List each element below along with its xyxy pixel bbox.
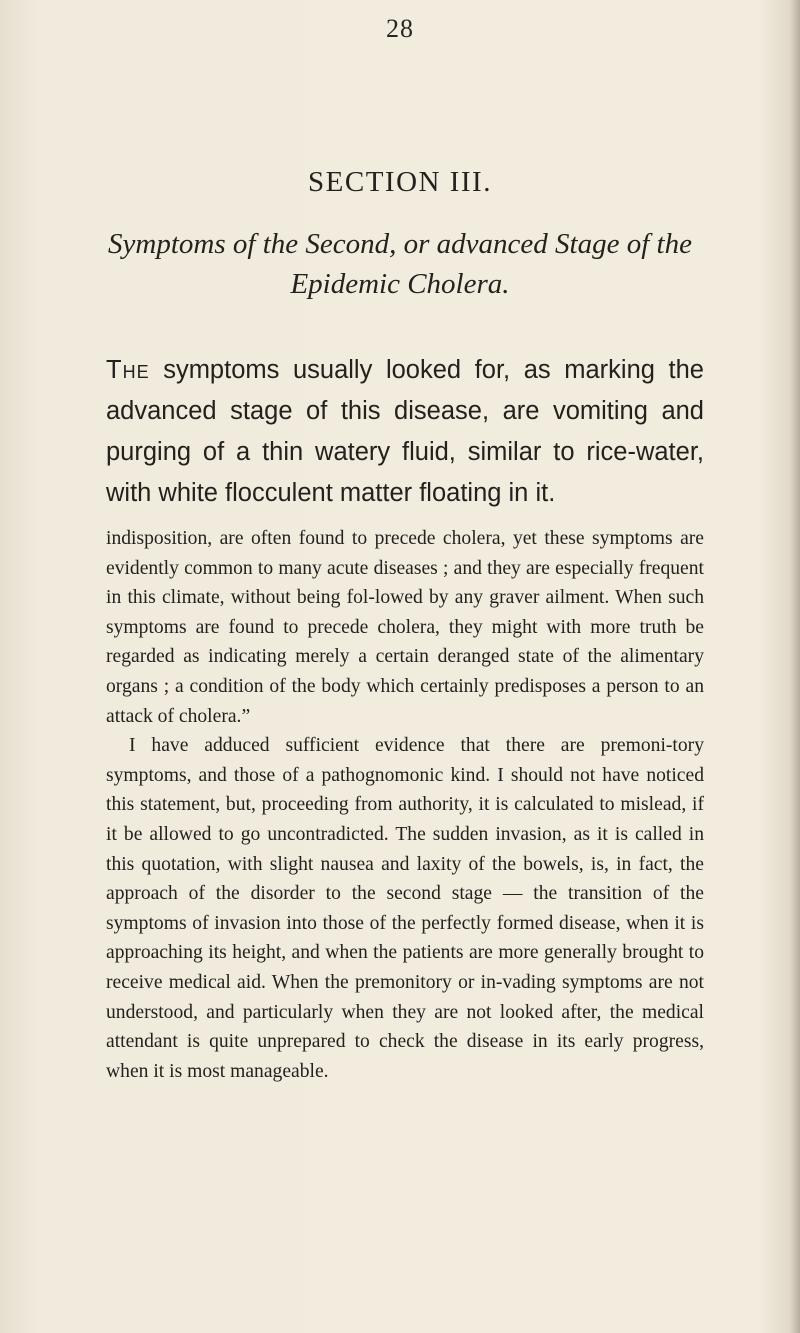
body-paragraph-1: indisposition, are often found to precede cholera, yet these symptoms are evidently common to many acute diseases ; and they are especially frequent in this climate, without being fol-lowed by any graver ailment. When such symptoms are found to precede cholera, they might with more truth be regarded as indicating merely a certain deranged state of the alimentary organs ; a condition of the body which certainly predisposes a person to an attack of cholera.” <box>106 528 704 727</box>
lead-first-word: The <box>106 356 150 384</box>
page-number: 28 <box>386 14 414 43</box>
page-edge-shadow <box>790 0 800 1333</box>
section-heading: SECTION III. <box>308 166 492 198</box>
body-paragraph-2: I have adduced sufficient evidence that there are premoni-tory symptoms, and those of a pathognomonic kind. I should not have noticed this statement, but, proceeding from authority, it is calculated to mislead, if it be allowed to go uncontradicted. The sudden invasion, as it is called in this quotation, with slight nausea and laxity of the bowels, is, in fact, the approach of the disorder to the second stage — the transition of the symptoms of invasion into those of the perfectly formed disease, when it is approaching its height, and when the patients are more generally brought to receive medical aid. When the premonitory or in-vading symptoms are not understood, and particularly when they are not looked after, the medical attendant is quite unprepared to check the disease in its early progress, when it is most manageable. <box>106 735 704 1082</box>
lead-text: symptoms usually looked for, as marking the advanced stage of this disease, are vomiting and purging of a thin watery fluid, similar to rice-water, with white flocculent matter floating in it. <box>106 356 704 507</box>
section-subtitle: Symptoms of the Second, or advanced Stage of the Epidemic Cholera. <box>108 228 692 300</box>
body-text <box>106 524 704 1086</box>
lead-paragraph <box>106 350 704 514</box>
